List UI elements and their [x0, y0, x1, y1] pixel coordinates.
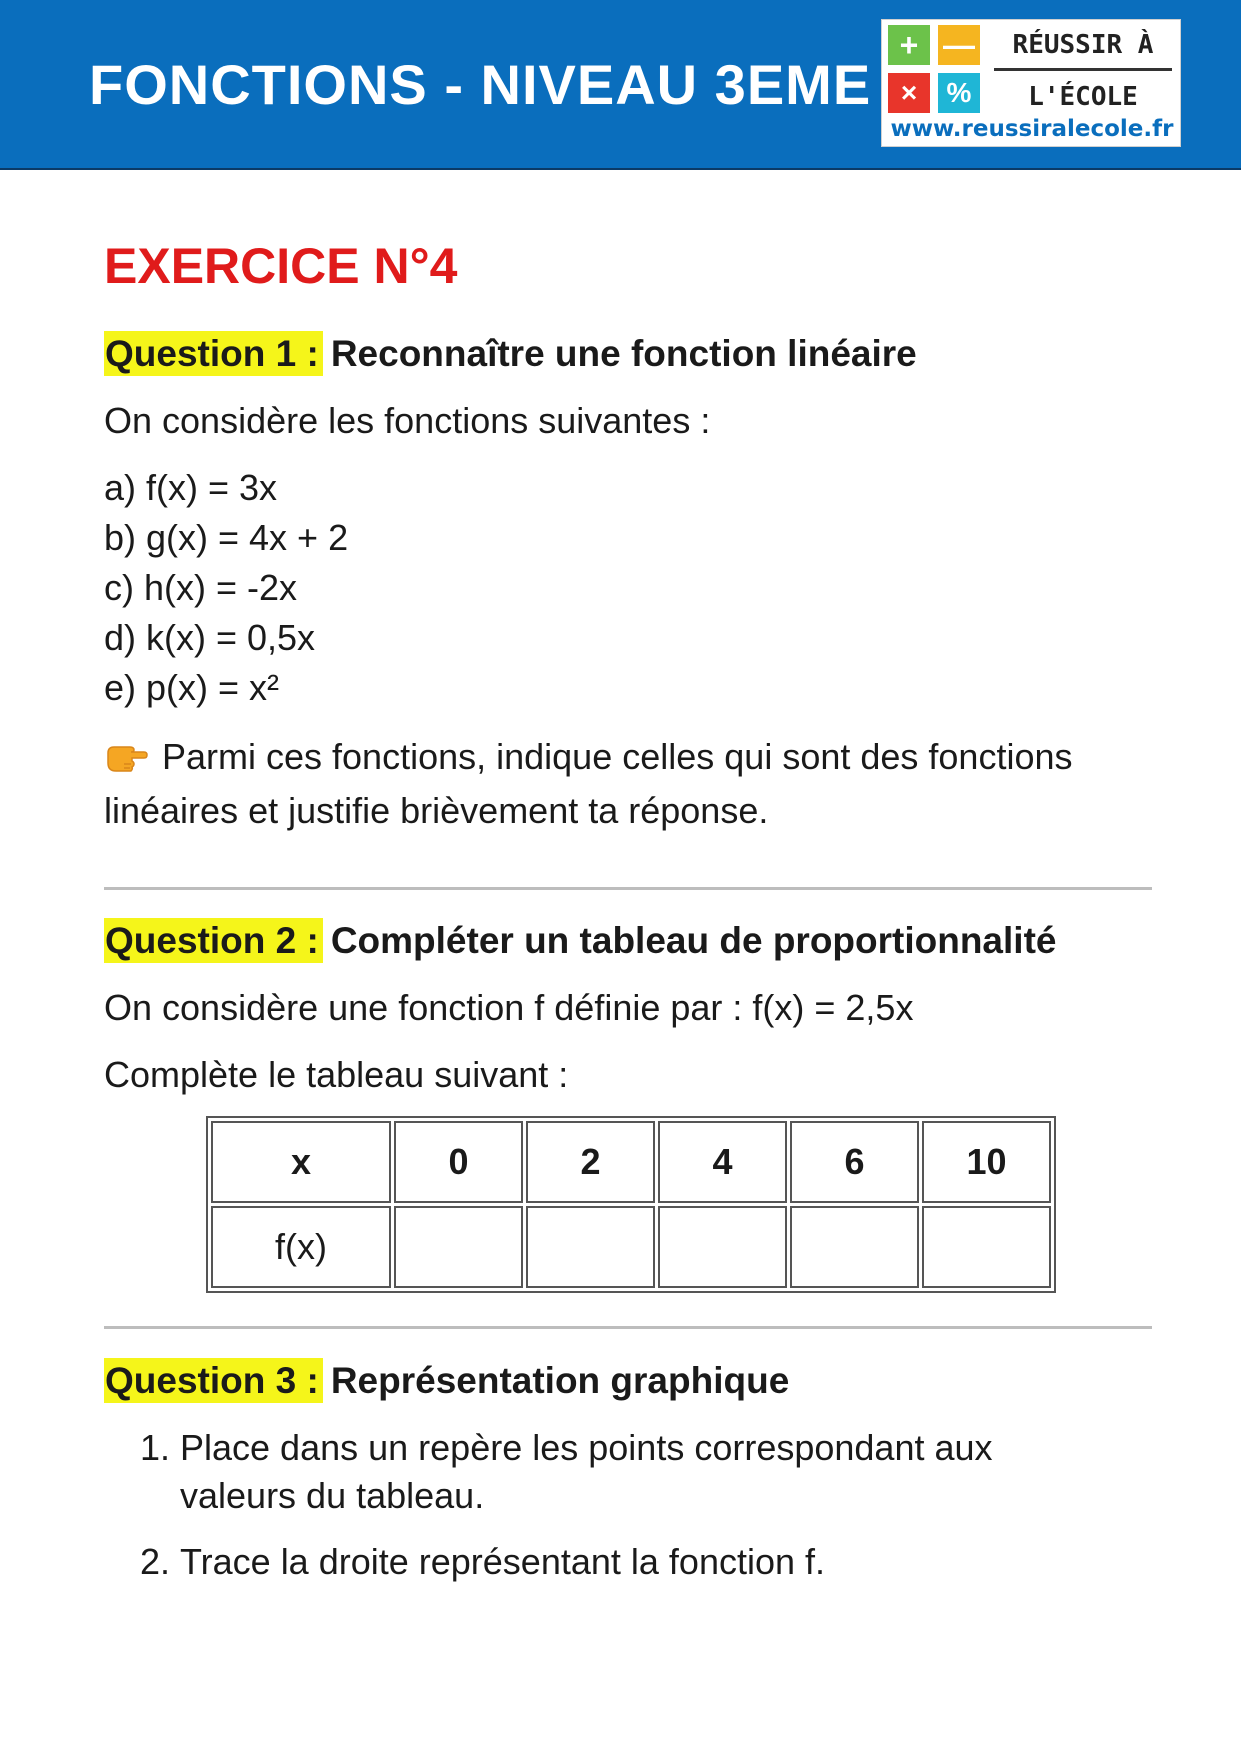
section-divider: [104, 887, 1152, 890]
site-logo[interactable]: [881, 19, 1181, 147]
page-title: FONCTIONS - NIVEAU 3EME: [89, 53, 872, 116]
exercise-title: EXERCICE N°4: [104, 238, 458, 294]
question2-definition: On considère une fonction f définie par : f(x) = 2,5x: [104, 987, 914, 1028]
question1-label: Question 1 :: [104, 331, 323, 376]
table-header-cell: x: [211, 1121, 391, 1203]
question1-instruction-text: Parmi ces fonctions, indique celles qui sont des fonctions linéaires et justifie brièvement ta réponse.: [104, 736, 1073, 831]
list-item-text: valeurs du tableau.: [180, 1475, 485, 1516]
list-item-number: 2.: [140, 1541, 171, 1582]
table-row-fx: [211, 1206, 1051, 1288]
list-item: [140, 1424, 993, 1520]
percent-icon: %: [938, 73, 980, 113]
question1-intro: On considère les fonctions suivantes :: [104, 400, 711, 441]
list-item-text: Trace la droite représentant la fonction f.: [180, 1541, 826, 1582]
question2-heading: [104, 920, 1056, 962]
table-answer-cell[interactable]: [790, 1206, 919, 1288]
function-item-d: d) k(x) = 0,5x: [104, 617, 316, 658]
table-answer-cell[interactable]: [526, 1206, 655, 1288]
table-header-cell: 2: [526, 1121, 655, 1203]
logo-divider: [994, 68, 1172, 71]
question1-title: Reconnaître une fonction linéaire: [330, 333, 917, 374]
question1-instruction: [104, 730, 1164, 838]
function-item-b: b) g(x) = 4x + 2: [104, 517, 349, 558]
question2-prompt: Complète le tableau suivant :: [104, 1054, 569, 1095]
plus-icon: +: [888, 25, 930, 65]
function-list: [104, 463, 348, 713]
question3-title: Représentation graphique: [330, 1360, 790, 1401]
logo-symbol-grid: [888, 25, 982, 115]
table-row-label: f(x): [211, 1206, 391, 1288]
question2-title: Compléter un tableau de proportionnalité: [330, 920, 1057, 961]
logo-name-line2: L'ÉCOLE: [1028, 82, 1138, 112]
question3-heading: [104, 1360, 789, 1402]
list-item: [140, 1538, 993, 1586]
section-divider: [104, 1326, 1152, 1329]
table-answer-cell[interactable]: [394, 1206, 523, 1288]
table-header-cell: 0: [394, 1121, 523, 1203]
list-item-text: Place dans un repère les points correspondant aux: [180, 1427, 993, 1468]
table-header-cell: 10: [922, 1121, 1051, 1203]
table-answer-cell[interactable]: [922, 1206, 1051, 1288]
table-header-cell: 6: [790, 1121, 919, 1203]
page-header: [0, 0, 1241, 170]
question1-heading: [104, 333, 917, 375]
question3-label: Question 3 :: [104, 1358, 323, 1403]
times-icon: ×: [888, 73, 930, 113]
logo-url-link[interactable]: www.reussiralecole.fr: [890, 116, 1174, 142]
question3-steps: [140, 1424, 993, 1586]
pointing-hand-icon: [104, 739, 148, 775]
minus-icon: —: [938, 25, 980, 65]
logo-name-line1: RÉUSSIR À: [1012, 30, 1154, 60]
proportionality-table: [206, 1116, 1056, 1293]
table-answer-cell[interactable]: [658, 1206, 787, 1288]
function-item-e: e) p(x) = x²: [104, 667, 280, 708]
list-item-number: 1.: [140, 1427, 171, 1468]
question2-label: Question 2 :: [104, 918, 323, 963]
function-item-a: a) f(x) = 3x: [104, 467, 278, 508]
table-header-cell: 4: [658, 1121, 787, 1203]
table-row-x: [211, 1121, 1051, 1203]
function-item-c: c) h(x) = -2x: [104, 567, 298, 608]
